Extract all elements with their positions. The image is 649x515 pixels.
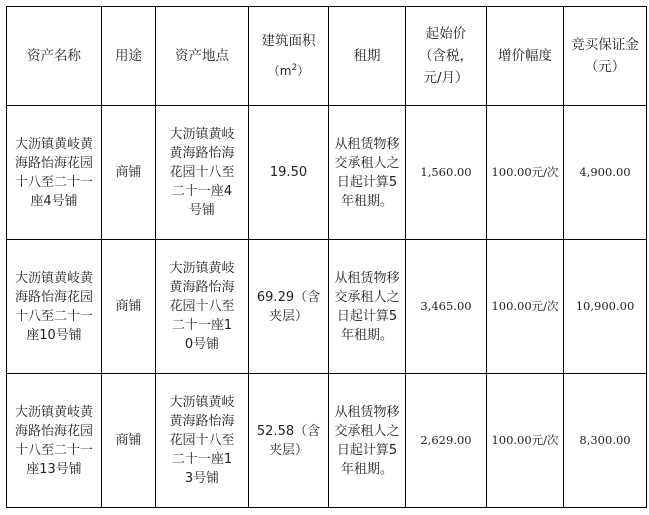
cell-start-price: 1,560.00 [406, 106, 487, 240]
cell-increment: 100.00元/次 [487, 240, 564, 374]
cell-area: 52.58（含夹层） [249, 374, 329, 508]
cell-use: 商铺 [102, 106, 156, 240]
table-row [7, 374, 647, 508]
table-row [7, 240, 647, 374]
cell-increment: 100.00元/次 [487, 106, 564, 240]
header-start-price: 起始价（含税，元/月） [406, 7, 487, 106]
cell-area: 19.50 [249, 106, 329, 240]
cell-use: 商铺 [102, 240, 156, 374]
header-term: 租期 [329, 7, 406, 106]
cell-location: 大沥镇黄岐黄海路怡海花园十八至二十一座13号铺 [156, 374, 249, 508]
cell-area: 69.29（含夹层） [249, 240, 329, 374]
asset-lease-table [6, 6, 647, 508]
cell-start-price: 3,465.00 [406, 240, 487, 374]
cell-asset-name: 大沥镇黄岐黄海路怡海花园十八至二十一座4号铺 [7, 106, 102, 240]
cell-deposit: 8,300.00 [564, 374, 647, 508]
header-use: 用途 [102, 7, 156, 106]
cell-deposit: 10,900.00 [564, 240, 647, 374]
cell-deposit: 4,900.00 [564, 106, 647, 240]
cell-location: 大沥镇黄岐黄海路怡海花园十八至二十一座4号铺 [156, 106, 249, 240]
cell-start-price: 2,629.00 [406, 374, 487, 508]
cell-location: 大沥镇黄岐黄海路怡海花园十八至二十一座10号铺 [156, 240, 249, 374]
table-header-row [7, 7, 647, 106]
header-increment: 增价幅度 [487, 7, 564, 106]
header-location: 资产地点 [156, 7, 249, 106]
cell-term: 从租赁物移交承租人之日起计算5年租期。 [329, 106, 406, 240]
cell-use: 商铺 [102, 374, 156, 508]
cell-asset-name: 大沥镇黄岐黄海路怡海花园十八至二十一座13号铺 [7, 374, 102, 508]
header-area-unit: $(m^2)$ [267, 63, 310, 78]
header-area: 建筑面积 $(m^2)$ [249, 7, 329, 106]
cell-asset-name: 大沥镇黄岐黄海路怡海花园十八至二十一座10号铺 [7, 240, 102, 374]
cell-increment: 100.00元/次 [487, 374, 564, 508]
header-asset-name: 资产名称 [7, 7, 102, 106]
cell-term: 从租赁物移交承租人之日起计算5年租期。 [329, 240, 406, 374]
header-deposit: 竞买保证金（元） [564, 7, 647, 106]
table-row [7, 106, 647, 240]
cell-term: 从租赁物移交承租人之日起计算5年租期。 [329, 374, 406, 508]
